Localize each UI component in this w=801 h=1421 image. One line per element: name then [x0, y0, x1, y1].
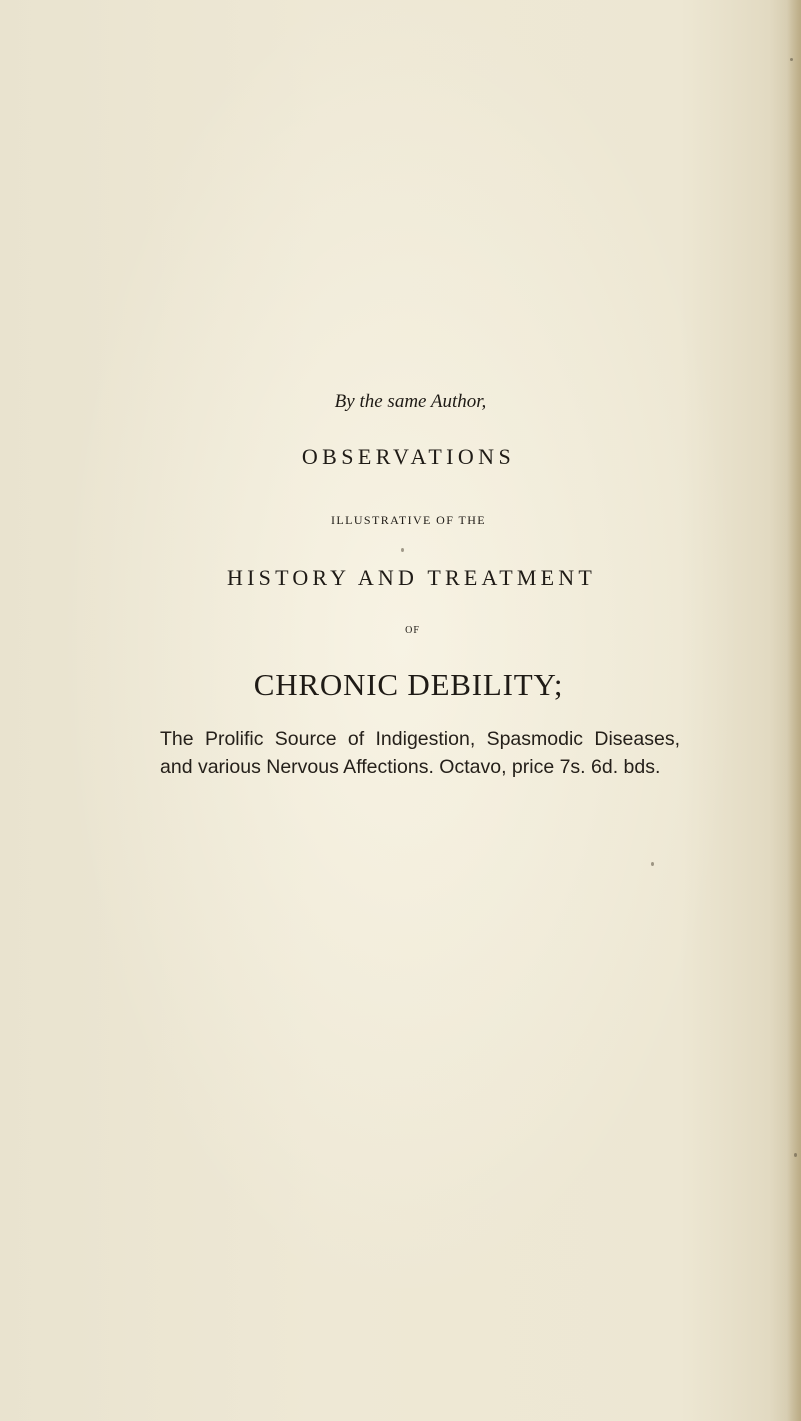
paper-fleck: [651, 862, 654, 866]
paper-fleck: [794, 1153, 797, 1157]
title-observations: OBSERVATIONS: [301, 444, 516, 469]
paper-fleck: [401, 548, 404, 552]
description-paragraph: The Prolific Source of Indigestion, Spasmodic Diseases, and various Nervous Affections. Octavo, price 7s. 6d. bds.: [160, 728, 680, 778]
subtitle-illustrative: ILLUSTRATIVE OF THE: [330, 513, 487, 527]
title-history-treatment: HISTORY AND TREATMENT: [227, 565, 596, 590]
byline: By the same Author,: [334, 391, 487, 412]
connector-of: OF: [405, 625, 420, 636]
paper-fleck: [790, 58, 793, 61]
page-edge-shadow: [787, 0, 801, 1421]
title-chronic-debility: CHRONIC DEBILITY;: [253, 667, 564, 702]
